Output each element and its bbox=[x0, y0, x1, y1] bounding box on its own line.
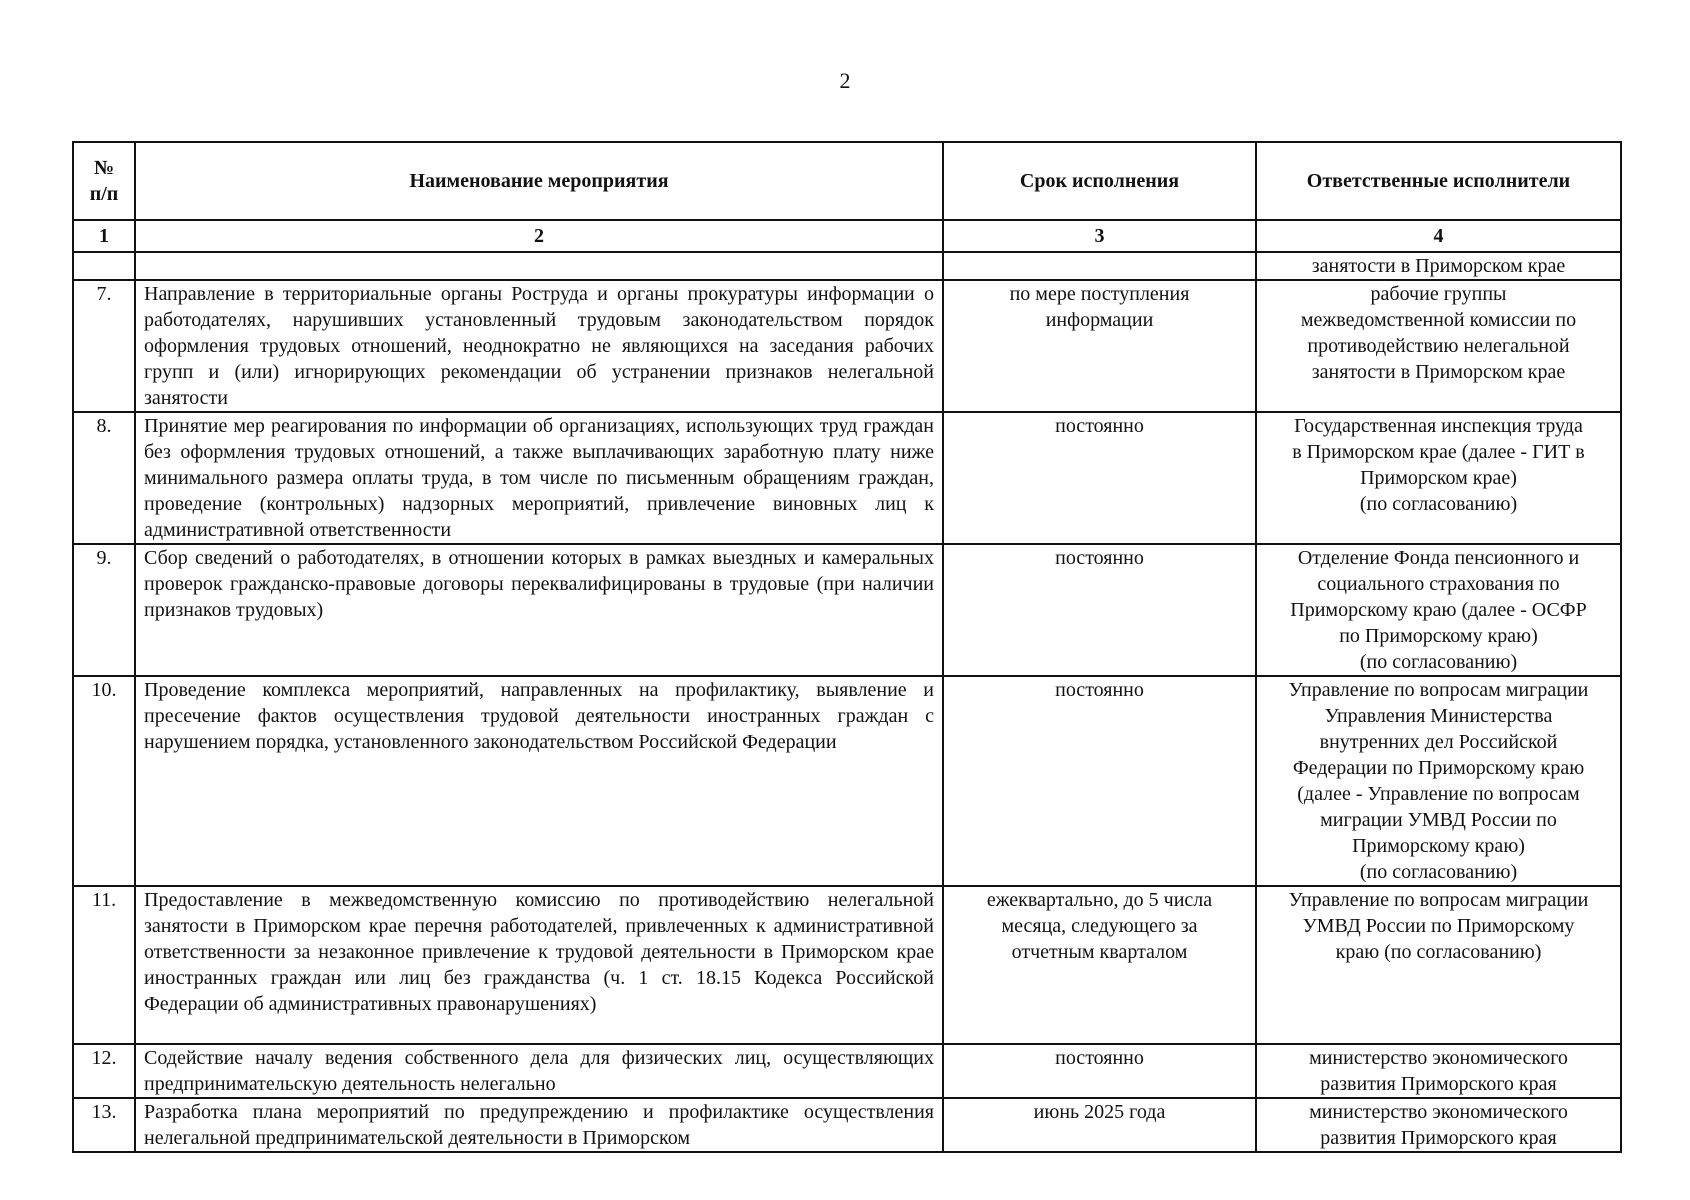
header-term: Срок исполнения bbox=[943, 142, 1256, 220]
cell-name: Проведение комплекса мероприятий, направленных на профилактику, выявление и пресечение фактов осуществления трудовой деятельности иностранных граждан с нарушением порядка, установленного законодательством Российской Федерации bbox=[135, 676, 943, 886]
cell-responsible: Управление по вопросам миграции Управления Министерства внутренних дел Российской Федерации по Приморскому краю (далее - Управление по вопросам миграции УМВД России по Приморскому краю) (по согласованию) bbox=[1256, 676, 1621, 886]
cell-name: Разработка плана мероприятий по предупреждению и профилактике осуществления нелегальной предпринимательской деятельности в Приморском bbox=[135, 1098, 943, 1152]
cell-responsible: занятости в Приморском крае bbox=[1256, 252, 1621, 280]
column-number: 4 bbox=[1256, 220, 1621, 252]
cell-responsible: Управление по вопросам миграции УМВД России по Приморскому краю (по согласованию) bbox=[1256, 886, 1621, 1044]
table-row-continuation bbox=[73, 252, 1621, 280]
cell-num: 7. bbox=[73, 280, 135, 412]
cell-name: Направление в территориальные органы Роструда и органы прокуратуры информации о работодателях, нарушивших установленный трудовым законодательством порядок оформления трудовых отношений, неоднократно не являющихся на заседания рабочих групп и (или) игнорирующих рекомендации об устранении признаков нелегальной занятости bbox=[135, 280, 943, 412]
measures-table bbox=[72, 141, 1622, 1153]
cell-term: по мере поступления информации bbox=[943, 280, 1256, 412]
cell-name: Принятие мер реагирования по информации об организациях, использующих труд граждан без оформления трудовых отношений, а также выплачивающих заработную плату ниже минимального размера оплаты труда, в том числе по письменным обращениям граждан, проведение (контрольных) надзорных мероприятий, привлечение виновных лиц к административной ответственности bbox=[135, 412, 943, 544]
table-row bbox=[73, 544, 1621, 676]
cell-name: Сбор сведений о работодателях, в отношении которых в рамках выездных и камеральных проверок гражданско-правовые договоры переквалифицированы в трудовые (при наличии признаков трудовых) bbox=[135, 544, 943, 676]
table-header-row bbox=[73, 142, 1621, 220]
cell-num: 8. bbox=[73, 412, 135, 544]
cell-responsible: министерство экономического развития Приморского края bbox=[1256, 1044, 1621, 1098]
page-number: 2 bbox=[839, 68, 851, 93]
column-number: 3 bbox=[943, 220, 1256, 252]
cell-term: постоянно bbox=[943, 1044, 1256, 1098]
cell-term: июнь 2025 года bbox=[943, 1098, 1256, 1152]
cell-num: 9. bbox=[73, 544, 135, 676]
cell-num: 10. bbox=[73, 676, 135, 886]
cell-num: 11. bbox=[73, 886, 135, 1044]
cell-num bbox=[73, 252, 135, 280]
cell-term: постоянно bbox=[943, 544, 1256, 676]
column-number: 2 bbox=[135, 220, 943, 252]
cell-name bbox=[135, 252, 943, 280]
cell-term: постоянно bbox=[943, 676, 1256, 886]
column-number: 1 bbox=[73, 220, 135, 252]
table-row bbox=[73, 676, 1621, 886]
cell-responsible: Государственная инспекция труда в Приморском крае (далее - ГИТ в Приморском крае) (по согласованию) bbox=[1256, 412, 1621, 544]
column-numbers-row bbox=[73, 220, 1621, 252]
table-row bbox=[73, 1044, 1621, 1098]
header-name: Наименование мероприятия bbox=[135, 142, 943, 220]
table-row bbox=[73, 412, 1621, 544]
cell-name: Предоставление в межведомственную комиссию по противодействию нелегальной занятости в Приморском крае перечня работодателей, привлеченных к административной ответственности за незаконное привлечение к трудовой деятельности в Приморском крае иностранных граждан или лиц без гражданства (ч. 1 ст. 18.15 Кодекса Российской Федерации об административных правонарушениях) bbox=[135, 886, 943, 1044]
cell-term bbox=[943, 252, 1256, 280]
header-responsible: Ответственные исполнители bbox=[1256, 142, 1621, 220]
header-num: № п/п bbox=[73, 142, 135, 220]
cell-responsible: Отделение Фонда пенсионного и социального страхования по Приморскому краю (далее - ОСФР по Приморскому краю) (по согласованию) bbox=[1256, 544, 1621, 676]
table-row bbox=[73, 280, 1621, 412]
cell-responsible: министерство экономического развития Приморского края bbox=[1256, 1098, 1621, 1152]
cell-term: ежеквартально, до 5 числа месяца, следующего за отчетным кварталом bbox=[943, 886, 1256, 1044]
cell-term: постоянно bbox=[943, 412, 1256, 544]
table-row bbox=[73, 1098, 1621, 1152]
cell-name: Содействие началу ведения собственного дела для физических лиц, осуществляющих предпринимательскую деятельность нелегально bbox=[135, 1044, 943, 1098]
cell-num: 13. bbox=[73, 1098, 135, 1152]
table-row bbox=[73, 886, 1621, 1044]
cell-num: 12. bbox=[73, 1044, 135, 1098]
cell-responsible: рабочие группы межведомственной комиссии по противодействию нелегальной занятости в Приморском крае bbox=[1256, 280, 1621, 412]
